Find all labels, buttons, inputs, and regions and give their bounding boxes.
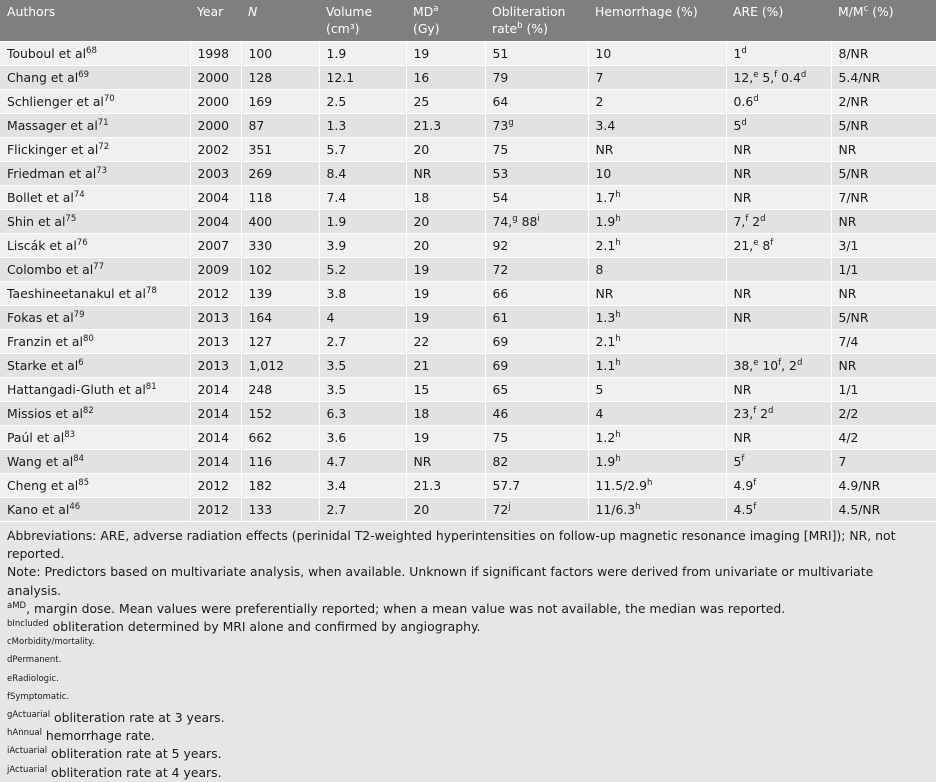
cell-hemorrhage: 1.9$^h$ (588, 209, 726, 233)
cell-volume: 3.6 (319, 425, 406, 449)
cell-n: 330 (241, 233, 319, 257)
cell-volume: 4 (319, 305, 406, 329)
cell-morbidity-mortality: 3/1 (831, 233, 936, 257)
cell-hemorrhage: 1.3$^h$ (588, 305, 726, 329)
col-header-text: N (248, 4, 258, 19)
cell-margin-dose: 25 (406, 89, 485, 113)
cell-margin-dose: 19 (406, 281, 485, 305)
cell-hemorrhage: 3.4 (588, 113, 726, 137)
cell-obliteration-rate: 72$^j$ (485, 497, 588, 521)
cell-hemorrhage: 1.2$^h$ (588, 425, 726, 449)
cell-morbidity-mortality: 4/2 (831, 425, 936, 449)
cell-obliteration-rate: 51 (485, 41, 588, 65)
cell-n: 102 (241, 257, 319, 281)
cell-year: 2000 (190, 113, 241, 137)
col-header-morbidity-mortality (831, 0, 936, 41)
cell-year: 2012 (190, 281, 241, 305)
cell-year: 2012 (190, 497, 241, 521)
col-header-margin-dose (406, 0, 485, 41)
cell-morbidity-mortality: 5.4/NR (831, 65, 936, 89)
cell-volume: 5.2 (319, 257, 406, 281)
cell-volume: 3.5 (319, 377, 406, 401)
col-header-are (726, 0, 831, 41)
col-header-text: Authors (7, 4, 56, 19)
cell-margin-dose: 20 (406, 233, 485, 257)
cell-volume: 1.3 (319, 113, 406, 137)
col-header-subtext: (cm³) (326, 21, 360, 36)
table-row (0, 425, 936, 449)
cell-morbidity-mortality: 4.5/NR (831, 497, 936, 521)
table-row (0, 401, 936, 425)
table-row (0, 209, 936, 233)
cell-are: 23,$^f$ 2$^d$ (726, 401, 831, 425)
cell-authors: Shin et $al^{75}$ (0, 209, 190, 233)
cell-year: 2014 (190, 377, 241, 401)
cell-margin-dose: 22 (406, 329, 485, 353)
table-row (0, 377, 936, 401)
cell-morbidity-mortality: NR (831, 209, 936, 233)
cell-authors: Chang et $al^{69}$ (0, 65, 190, 89)
table-row (0, 473, 936, 497)
footnote: Abbreviations: ARE, adverse radiation effects (perinidal T2-weighted hyperintensities on follow-up magnetic resonance imaging [MRI]); NR, not reported. (7, 528, 896, 562)
cell-obliteration-rate: 75 (485, 425, 588, 449)
cell-volume: 3.8 (319, 281, 406, 305)
cell-authors: Bollet et $al^{74}$ (0, 185, 190, 209)
cell-hemorrhage: NR (588, 281, 726, 305)
cell-n: 127 (241, 329, 319, 353)
cell-volume: 1.9 (319, 41, 406, 65)
cell-n: 152 (241, 401, 319, 425)
cell-hemorrhage: 10 (588, 41, 726, 65)
cell-authors: Fokas et $al^{79}$ (0, 305, 190, 329)
cell-are: 1$^d$ (726, 41, 831, 65)
cell-morbidity-mortality: 4.9/NR (831, 473, 936, 497)
cell-obliteration-rate: 72 (485, 257, 588, 281)
cell-morbidity-mortality: 2/2 (831, 401, 936, 425)
table-row (0, 281, 936, 305)
cell-obliteration-rate: 79 (485, 65, 588, 89)
cell-obliteration-rate: 69 (485, 329, 588, 353)
cell-margin-dose: 16 (406, 65, 485, 89)
cell-margin-dose: 20 (406, 497, 485, 521)
cell-n: 133 (241, 497, 319, 521)
cell-obliteration-rate: 46 (485, 401, 588, 425)
cell-morbidity-mortality: 1/1 (831, 377, 936, 401)
cell-are: 5$^f$ (726, 449, 831, 473)
cell-authors: Kano et $al^{46}$ (0, 497, 190, 521)
footnote: $^{bIncluded}$ obliteration determined by MRI alone and confirmed by angiography. (7, 619, 481, 635)
cell-are: NR (726, 161, 831, 185)
footnote: $^{aMD}$, margin dose. Mean values were preferentially reported; when a mean value was not available, the median was reported. (7, 600, 786, 616)
cell-margin-dose: NR (406, 449, 485, 473)
cell-authors: Franzin et $al^{80}$ (0, 329, 190, 353)
footnote: eRadiologic. (7, 673, 59, 684)
cell-margin-dose: 19 (406, 41, 485, 65)
cell-morbidity-mortality: NR (831, 281, 936, 305)
cell-volume: 12.1 (319, 65, 406, 89)
cell-volume: 2.5 (319, 89, 406, 113)
cell-margin-dose: 19 (406, 257, 485, 281)
col-header-text: $MD^a$ (413, 4, 439, 19)
cell-year: 2004 (190, 185, 241, 209)
cell-hemorrhage: 11.5/2.9$^h$ (588, 473, 726, 497)
cell-year: 2000 (190, 65, 241, 89)
cell-morbidity-mortality: 7/4 (831, 329, 936, 353)
cell-authors: Missios et $al^{82}$ (0, 401, 190, 425)
cell-hemorrhage: 2.1$^h$ (588, 329, 726, 353)
cell-obliteration-rate: 54 (485, 185, 588, 209)
cell-volume: 5.7 (319, 137, 406, 161)
cell-obliteration-rate: 75 (485, 137, 588, 161)
cell-year: 1998 (190, 41, 241, 65)
cell-hemorrhage: 2.1$^h$ (588, 233, 726, 257)
cell-morbidity-mortality: 5/NR (831, 113, 936, 137)
cell-are: 7,$^f$ 2$^d$ (726, 209, 831, 233)
cell-morbidity-mortality: 7/NR (831, 185, 936, 209)
cell-are: NR (726, 377, 831, 401)
cell-authors: Starke et $al^6$ (0, 353, 190, 377)
cell-hemorrhage: 1.9$^h$ (588, 449, 726, 473)
cell-authors: Touboul et $al^{68}$ (0, 41, 190, 65)
cell-margin-dose: 15 (406, 377, 485, 401)
cell-margin-dose: 19 (406, 305, 485, 329)
cell-are: 4.9$^f$ (726, 473, 831, 497)
cell-volume: 2.7 (319, 329, 406, 353)
cell-obliteration-rate: 53 (485, 161, 588, 185)
cell-n: 400 (241, 209, 319, 233)
cell-are: 0.6$^d$ (726, 89, 831, 113)
table-row (0, 185, 936, 209)
cell-morbidity-mortality: 1/1 (831, 257, 936, 281)
cell-are: NR (726, 305, 831, 329)
cell-margin-dose: 20 (406, 137, 485, 161)
cell-obliteration-rate: 69 (485, 353, 588, 377)
cell-year: 2012 (190, 473, 241, 497)
cell-hemorrhage: 1.7$^h$ (588, 185, 726, 209)
cell-hemorrhage: 10 (588, 161, 726, 185)
cell-obliteration-rate: 66 (485, 281, 588, 305)
cell-n: 87 (241, 113, 319, 137)
cell-are: 12,$^e$ 5,$^f$ 0.4$^d$ (726, 65, 831, 89)
col-header-text: ARE (%) (733, 4, 784, 19)
cell-obliteration-rate: 65 (485, 377, 588, 401)
col-header-text: Obliteration (492, 4, 566, 19)
cell-margin-dose: 19 (406, 425, 485, 449)
cell-hemorrhage: 11/6.3$^h$ (588, 497, 726, 521)
cell-obliteration-rate: 57.7 (485, 473, 588, 497)
cell-are: NR (726, 137, 831, 161)
cell-year: 2004 (190, 209, 241, 233)
footnote: Note: Predictors based on multivariate analysis, when available. Unknown if significant factors were derived from univariate or multivariate analysis. (7, 564, 874, 598)
cell-margin-dose: 18 (406, 401, 485, 425)
cell-year: 2014 (190, 401, 241, 425)
cell-volume: 7.4 (319, 185, 406, 209)
table-row (0, 329, 936, 353)
cell-volume: 2.7 (319, 497, 406, 521)
cell-authors: Wang et $al^{84}$ (0, 449, 190, 473)
cell-morbidity-mortality: 7 (831, 449, 936, 473)
cell-obliteration-rate: 74,$^g$ 88$^i$ (485, 209, 588, 233)
col-header-year (190, 0, 241, 41)
cell-n: 128 (241, 65, 319, 89)
table-row (0, 233, 936, 257)
footnote: $^{hAnnual}$ hemorrhage rate. (7, 728, 155, 744)
cell-authors: Colombo et $al^{77}$ (0, 257, 190, 281)
table-row (0, 137, 936, 161)
cell-hemorrhage: NR (588, 137, 726, 161)
cell-margin-dose: 18 (406, 185, 485, 209)
cell-authors: Schlienger et $al^{70}$ (0, 89, 190, 113)
cell-n: 662 (241, 425, 319, 449)
cell-year: 2007 (190, 233, 241, 257)
cell-are: NR (726, 281, 831, 305)
table-row (0, 89, 936, 113)
cell-n: 139 (241, 281, 319, 305)
cell-authors: Hattangadi-Gluth et $al^{81}$ (0, 377, 190, 401)
footnote: cMorbidity/mortality. (7, 637, 95, 648)
table-row (0, 161, 936, 185)
col-header-n (241, 0, 319, 41)
cell-hemorrhage: 4 (588, 401, 726, 425)
footnote: dPermanent. (7, 655, 62, 666)
cell-year: 2013 (190, 305, 241, 329)
table-row (0, 257, 936, 281)
cell-margin-dose: 21 (406, 353, 485, 377)
cell-volume: 3.4 (319, 473, 406, 497)
footnote: $^{gActuarial}$ obliteration rate at 3 years. (7, 710, 225, 726)
footnote: fSymptomatic. (7, 691, 70, 702)
cell-year: 2014 (190, 425, 241, 449)
cell-year: 2000 (190, 89, 241, 113)
cell-year: 2013 (190, 353, 241, 377)
cell-volume: 3.5 (319, 353, 406, 377)
cell-hemorrhage: 8 (588, 257, 726, 281)
cell-n: 182 (241, 473, 319, 497)
cell-morbidity-mortality: 5/NR (831, 305, 936, 329)
cell-are: 5$^d$ (726, 113, 831, 137)
cell-obliteration-rate: 73$^g$ (485, 113, 588, 137)
col-header-text: Year (197, 4, 224, 19)
cell-authors: Cheng et $al^{85}$ (0, 473, 190, 497)
footnote: $^{jActuarial}$ obliteration rate at 4 years. (7, 764, 222, 780)
cell-authors: Friedman et $al^{73}$ (0, 161, 190, 185)
table-row (0, 65, 936, 89)
cell-morbidity-mortality: NR (831, 137, 936, 161)
cell-n: 269 (241, 161, 319, 185)
cell-year: 2014 (190, 449, 241, 473)
cell-are: NR (726, 425, 831, 449)
cell-obliteration-rate: 61 (485, 305, 588, 329)
table-row (0, 497, 936, 521)
cell-obliteration-rate: 82 (485, 449, 588, 473)
table-row (0, 353, 936, 377)
col-header-hemorrhage (588, 0, 726, 41)
cell-morbidity-mortality: NR (831, 353, 936, 377)
cell-hemorrhage: 7 (588, 65, 726, 89)
cell-volume: 6.3 (319, 401, 406, 425)
table-row (0, 41, 936, 65)
cell-are: 4.5$^f$ (726, 497, 831, 521)
cell-margin-dose: 21.3 (406, 113, 485, 137)
cell-n: 351 (241, 137, 319, 161)
cell-authors: Paúl et $al^{83}$ (0, 425, 190, 449)
col-header-text: Hemorrhage (%) (595, 4, 698, 19)
cell-authors: Liscák et $al^{76}$ (0, 233, 190, 257)
table-row (0, 113, 936, 137)
footnote: $^{iActuarial}$ obliteration rate at 5 years. (7, 746, 222, 762)
cell-are (726, 329, 831, 353)
cell-hemorrhage: 1.1$^h$ (588, 353, 726, 377)
cell-hemorrhage: 2 (588, 89, 726, 113)
cell-are: 21,$^e$ 8$^f$ (726, 233, 831, 257)
header-row (0, 0, 936, 41)
cell-are (726, 257, 831, 281)
col-header-obliteration-rate (485, 0, 588, 41)
cell-volume: 3.9 (319, 233, 406, 257)
cell-authors: Flickinger et $al^{72}$ (0, 137, 190, 161)
cell-morbidity-mortality: 2/NR (831, 89, 936, 113)
cell-hemorrhage: 5 (588, 377, 726, 401)
col-header-authors (0, 0, 190, 41)
col-header-volume (319, 0, 406, 41)
col-header-subtext: rate$^b$ (%) (492, 21, 548, 36)
col-header-text: $M/M^c$ (%) (838, 4, 894, 19)
cell-n: 118 (241, 185, 319, 209)
cell-obliteration-rate: 64 (485, 89, 588, 113)
cell-year: 2009 (190, 257, 241, 281)
cell-n: 116 (241, 449, 319, 473)
table-footnotes (0, 521, 936, 782)
cell-n: 1,012 (241, 353, 319, 377)
cell-are: NR (726, 185, 831, 209)
cell-are: 38,$^e$ 10$^f$, 2$^d$ (726, 353, 831, 377)
cell-margin-dose: NR (406, 161, 485, 185)
cell-year: 2013 (190, 329, 241, 353)
col-header-subtext: (Gy) (413, 21, 440, 36)
cell-margin-dose: 21.3 (406, 473, 485, 497)
table-row (0, 449, 936, 473)
cell-obliteration-rate: 92 (485, 233, 588, 257)
cell-n: 248 (241, 377, 319, 401)
cell-margin-dose: 20 (406, 209, 485, 233)
cell-morbidity-mortality: 5/NR (831, 161, 936, 185)
cell-year: 2003 (190, 161, 241, 185)
cell-authors: Taeshineetanakul et $al^{78}$ (0, 281, 190, 305)
cell-n: 169 (241, 89, 319, 113)
cell-authors: Massager et $al^{71}$ (0, 113, 190, 137)
cell-n: 100 (241, 41, 319, 65)
col-header-text: Volume (326, 4, 373, 19)
cell-year: 2002 (190, 137, 241, 161)
cell-n: 164 (241, 305, 319, 329)
cell-volume: 8.4 (319, 161, 406, 185)
table-row (0, 305, 936, 329)
cell-volume: 4.7 (319, 449, 406, 473)
cell-volume: 1.9 (319, 209, 406, 233)
cell-morbidity-mortality: 8/NR (831, 41, 936, 65)
